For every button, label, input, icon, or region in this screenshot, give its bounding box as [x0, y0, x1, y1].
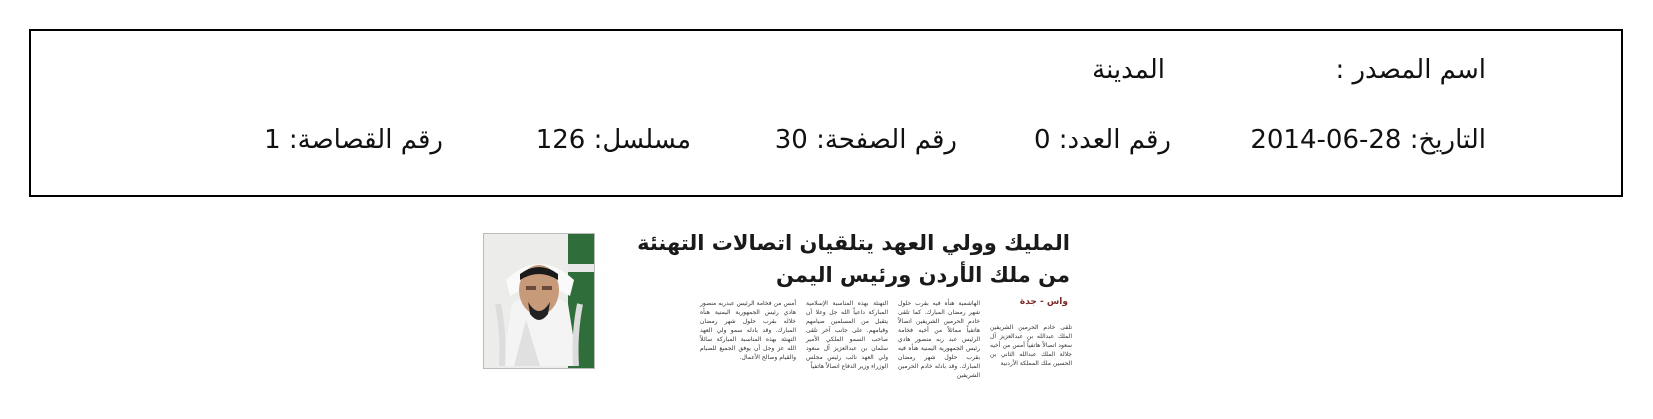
article-column: التهنئة بهذه المناسبة الإسلامية المباركة داعياً الله جل وعلا أن يتقبل من المسلمين صيامهم وقيامهم. على جانب آخر تلقى صاحب السمو الملكي الأمير سلمان بن عبدالعزيز آل سعود ولي العهد نائب رئيس مجلس الوزراء وزير الدفاع اتصالاً هاتفياً: [806, 300, 888, 370]
article-column: أمس من فخامة الرئيس عبدربه منصور هادي رئيس الجمهورية اليمنية هنأه خلاله بقرب حلول شهر رمضان المبارك. وقد بادله سمو ولي العهد التهنئة بهذه المناسبة المباركة سائلاً الله عز وجل أن يوفق الجميع للصيام والقيام وصالح الأعمال.: [700, 300, 796, 361]
page-number-field: رقم الصفحة: 30: [774, 125, 957, 155]
newspaper-clipping: [480, 229, 1080, 379]
serial-field: مسلسل: 126: [535, 125, 691, 155]
issue-number-field: رقم العدد: 0: [1033, 125, 1171, 155]
clipping-number-field: رقم القصاصة: 1: [264, 125, 443, 155]
article-headline-line1: المليك وولي العهد يتلقيان اتصالات التهنئة: [637, 231, 1070, 255]
source-label: اسم المصدر :: [1335, 55, 1486, 85]
article-headline-line2: من ملك الأردن ورئيس اليمن: [776, 263, 1070, 287]
date-field: التاريخ: 28-06-2014: [1250, 125, 1486, 155]
article-column: الهاشمية هنأه فيه بقرب حلول شهر رمضان المبارك. كما تلقى خادم الحرمين الشريفين اتصالاً هاتفياً مماثلاً من أخيه فخامة الرئيس عبد ربه منصور هادي رئيس الجمهورية اليمنية هنأه فيه بقرب حلول شهر رمضان المبارك. وقد بادله خادم الحرمين الشريفين: [898, 300, 980, 379]
portrait-photo-icon: [483, 233, 595, 369]
article-byline: واس - جدة: [1019, 297, 1068, 307]
source-value: المدينة: [1092, 55, 1165, 85]
article-column: تلقى خادم الحرمين الشريفين الملك عبدالله بن عبدالعزيز آل سعود اتصالاً هاتفياً أمس من أخيه جلالة الملك عبدالله الثاني بن الحسين ملك المملكة الأردنية: [990, 324, 1072, 367]
